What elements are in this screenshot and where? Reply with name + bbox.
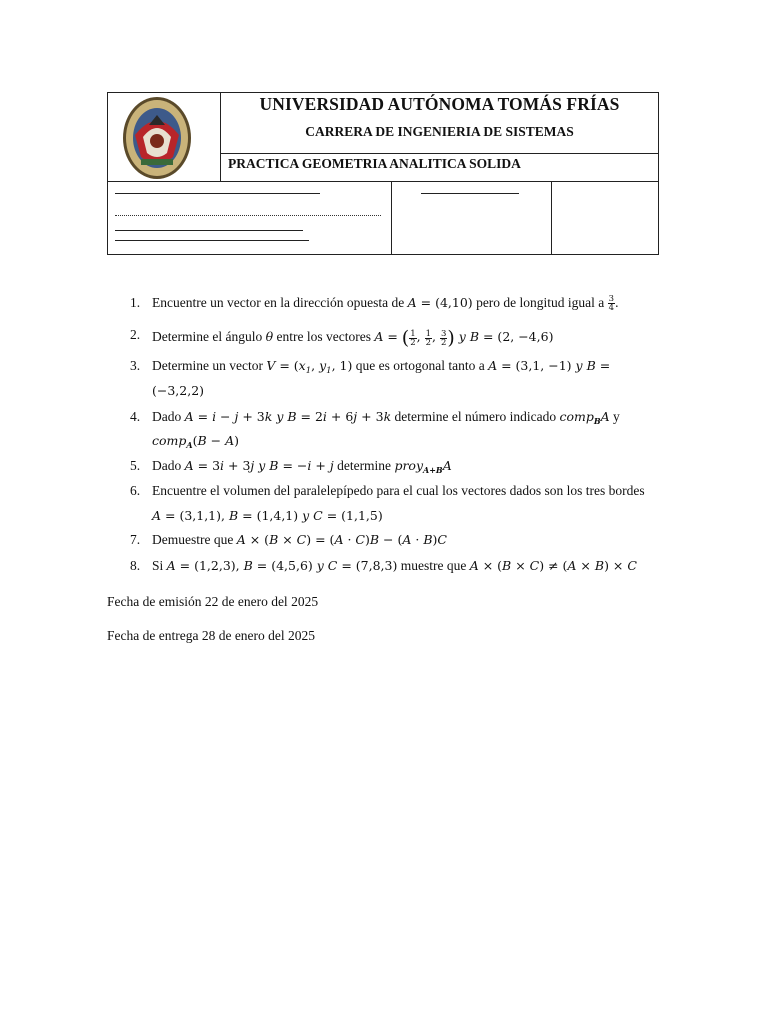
problem-number: 6. <box>130 483 141 498</box>
problem-number: 5. <box>130 458 141 473</box>
grade-field-cell <box>552 182 658 254</box>
problem-text: que es ortogonal tanto a <box>355 358 489 373</box>
problem-text: Encuentre un vector en la dirección opuesta de <box>152 295 408 310</box>
blank-line-2 <box>115 230 303 231</box>
title-cell <box>221 93 658 154</box>
id-blank-line <box>421 193 519 194</box>
problem-text: Determine el ángulo <box>152 329 266 345</box>
university-title: UNIVERSIDAD AUTÓNOMA TOMÁS FRÍAS <box>259 94 620 114</box>
header-table <box>107 92 659 255</box>
problem-number: 2. <box>130 327 141 342</box>
emission-date: Fecha de emisión 22 de enero del 2025 <box>107 594 319 609</box>
problem-text: Dado <box>152 409 185 424</box>
name-blank-line <box>115 193 320 194</box>
blank-line-3 <box>115 240 309 241</box>
problem-text: determine <box>333 458 395 473</box>
id-field-cell <box>392 182 552 254</box>
problem-text: Dado <box>152 458 185 473</box>
problem-number: 7. <box>130 532 141 547</box>
problem-text: Encuentre el volumen del paralelepípedo para el cual los vectores dados son los tres bordes <box>152 483 645 498</box>
problem-text: Demuestre que <box>152 532 237 547</box>
university-seal-logo <box>121 95 193 181</box>
problem-text: pero de longitud igual a <box>472 295 608 310</box>
problem-continuation: comp$_A$(B − A) <box>152 433 240 450</box>
problem-text: entre los vectores <box>273 329 375 345</box>
dotted-blank-line <box>115 215 381 216</box>
student-info-row <box>108 182 658 254</box>
problem-number: 4. <box>130 409 141 424</box>
problem-text: y <box>609 409 620 424</box>
problem-text: Determine un vector <box>152 358 267 373</box>
delivery-date: Fecha de entrega 28 de enero del 2025 <box>107 628 316 643</box>
logo-cell <box>108 93 221 182</box>
problem-continuation: A = (3,1,1), B = (1,4,1) y C = (1,1,5) <box>152 508 383 523</box>
problem-text: muestre que <box>397 558 470 573</box>
problem-text: determine el número indicado <box>391 409 560 424</box>
practice-cell <box>221 154 658 182</box>
career-title: CARRERA DE INGENIERIA DE SISTEMAS <box>305 124 574 139</box>
problem-continuation: (−3,2,2) <box>152 383 205 398</box>
name-field-cell <box>108 182 392 254</box>
problem-text: Si <box>152 558 167 573</box>
problem-number: 1. <box>130 295 141 310</box>
problem-number: 8. <box>130 558 141 573</box>
problem-number: 3. <box>130 358 141 373</box>
practice-title: PRACTICA GEOMETRIA ANALITICA SOLIDA <box>228 156 521 171</box>
